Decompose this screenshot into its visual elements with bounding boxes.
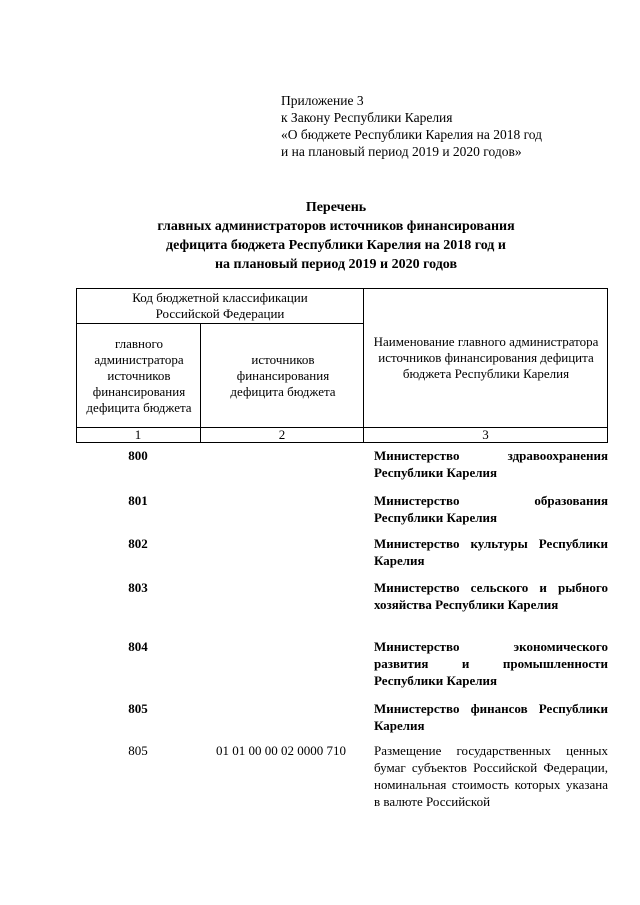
admin-code: 804 — [128, 639, 148, 654]
title-line: на плановый период 2019 и 2020 годов — [214, 257, 458, 272]
document-title — [96, 198, 576, 274]
title-line: Перечень — [305, 200, 367, 215]
admin-code: 801 — [128, 493, 148, 508]
title-line: дефицита бюджета Республики Карелия на 2018 год и — [166, 238, 506, 253]
header-num-2: 2 — [278, 427, 286, 442]
header-num-1: 1 — [134, 427, 142, 442]
border-col2-right — [363, 288, 364, 443]
appendix-line: Приложение 3 — [281, 93, 364, 108]
admin-code: 803 — [128, 580, 148, 595]
border-bottom — [76, 442, 608, 443]
table-header — [76, 288, 608, 443]
admin-code: 802 — [128, 536, 148, 551]
appendix-note — [281, 92, 621, 160]
header-num-3: 3 — [482, 427, 489, 442]
admin-name: Размещение государственных ценных бумаг субъектов Российской Федерации, номинальная стоимость которых указана в валюте Российской — [374, 743, 608, 809]
appendix-line: «О бюджете Республики Карелия на 2018 год — [281, 127, 543, 142]
admin-name: Министерство финансов Республики Карелия — [374, 701, 608, 733]
header-col3: Наименование главного администратора источников финансирования дефицита бюджета Республики Карелия — [373, 334, 599, 381]
header-col1: главного администратора источников финансирования дефицита бюджета — [86, 335, 192, 415]
source-code: 01 01 00 00 02 0000 710 — [216, 743, 346, 758]
admin-code: 805 — [128, 743, 148, 758]
admin-name: Министерство образования Республики Карелия — [374, 493, 608, 525]
title-line: главных администраторов источников финансирования — [157, 219, 515, 234]
appendix-line: и на плановый период 2019 и 2020 годов» — [281, 144, 522, 159]
appendix-line: к Закону Республики Карелия — [281, 110, 453, 125]
admin-name: Министерство культуры Республики Карелия — [374, 536, 608, 568]
admin-name: Министерство сельского и рыбного хозяйства Республики Карелия — [374, 580, 608, 612]
border-left — [76, 288, 77, 443]
header-col2: источников финансирования дефицита бюджета — [230, 351, 336, 399]
border-col1-right — [200, 323, 201, 443]
admin-name: Министерство здравоохранения Республики Карелия — [374, 448, 608, 480]
admin-code: 805 — [128, 701, 148, 716]
border-right — [607, 288, 608, 443]
admin-code: 800 — [128, 448, 148, 463]
admin-name: Министерство экономического развития и промышленности Республики Карелия — [374, 639, 608, 688]
header-group-label: Код бюджетной классификации Российской Федерации — [132, 290, 308, 321]
